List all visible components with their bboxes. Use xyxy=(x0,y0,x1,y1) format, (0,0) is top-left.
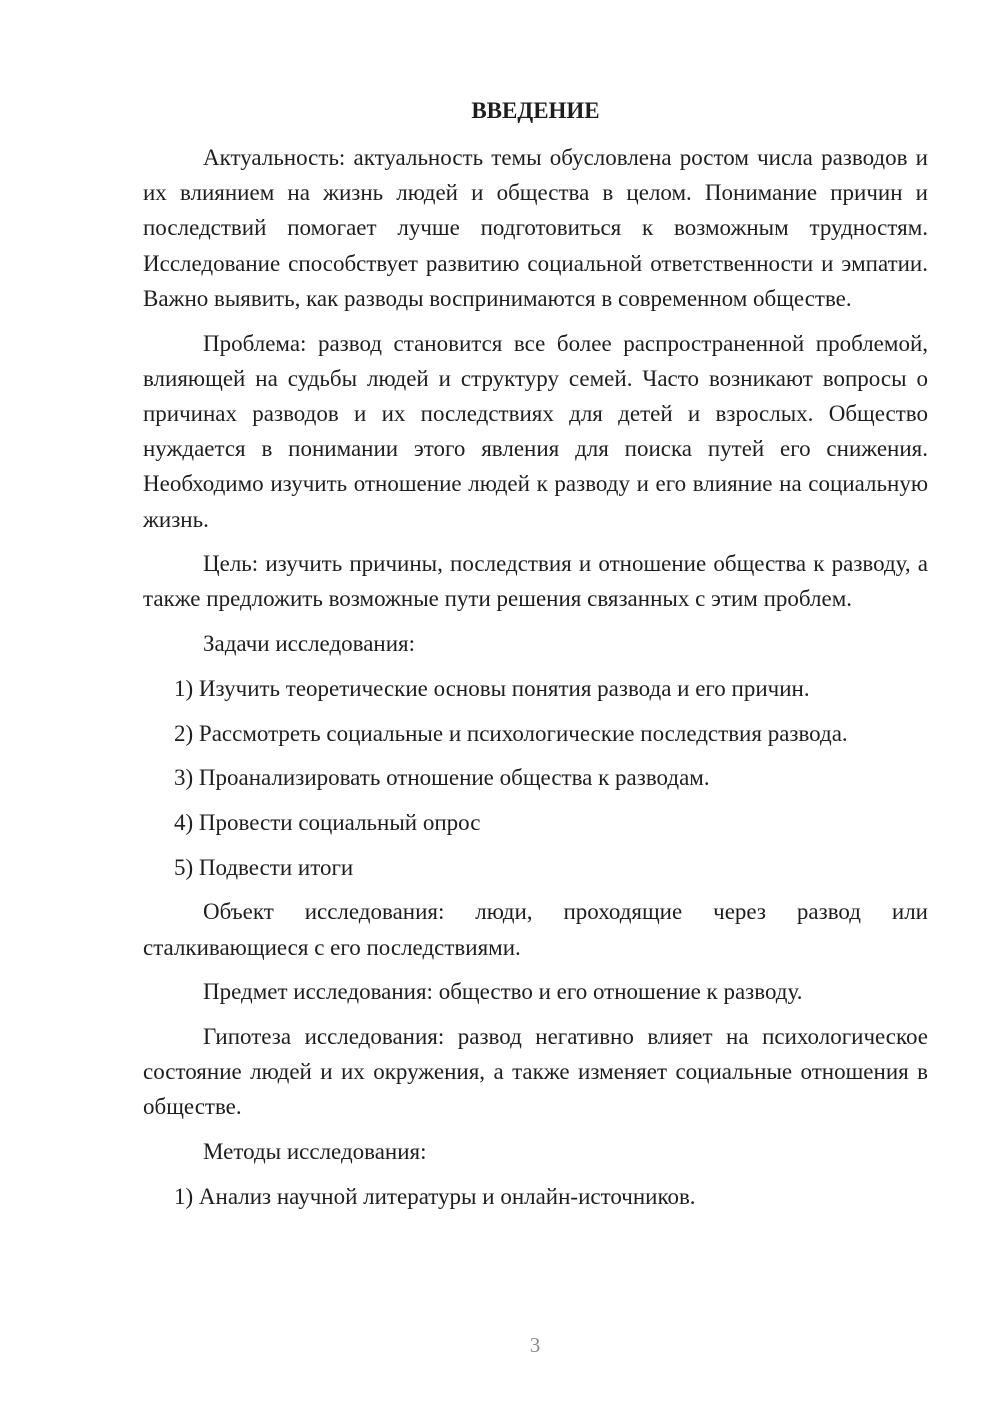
task-item: 1) Изучить теоретические основы понятия развода и его причин. xyxy=(174,675,810,701)
object-paragraph: Объект исследования: люди, проходящие через развод или сталкивающиеся с его последствиями. xyxy=(143,899,928,960)
tasks-heading: Задачи исследования: xyxy=(203,631,416,657)
subject-paragraph: Предмет исследования: общество и его отношение к разводу. xyxy=(203,979,803,1005)
page-content xyxy=(143,95,928,1223)
hypothesis-paragraph: Гипотеза исследования: развод негативно влияет на психологическое состояние людей и их окружения, а также изменяет социальные отношения в обществе. xyxy=(143,1023,928,1120)
problem-paragraph: Проблема: развод становится все более распространенной проблемой, влияющей на судьбы людей и структуру семей. Часто возникают вопросы о причинах разводов и их последствиях для детей и взрослых. Общество нуждается в понимании этого явления для поиска путей его снижения. Необходимо изучить отношение людей к разводу и его влияние на социальную жизнь. xyxy=(143,330,928,532)
task-item: 3) Проанализировать отношение общества к разводам. xyxy=(174,765,710,791)
relevance-paragraph: Актуальность: актуальность темы обусловлена ростом числа разводов и их влиянием на жизнь людей и общества в целом. Понимание причин и последствий помогает лучше подготовиться к возможным трудностям. Исследование способствует развитию социальной ответственности и эмпатии. Важно выявить, как разводы воспринимаются в современном обществе. xyxy=(143,145,928,311)
goal-paragraph: Цель: изучить причины, последствия и отношение общества к разводу, а также предложить возможные пути решения связанных с этим проблем. xyxy=(143,551,928,612)
method-item: 1) Анализ научной литературы и онлайн-источников. xyxy=(174,1183,696,1209)
task-item: 2) Рассмотреть социальные и психологические последствия развода. xyxy=(174,720,848,746)
section-title: ВВЕДЕНИЕ xyxy=(471,98,600,123)
task-item: 4) Провести социальный опрос xyxy=(174,809,481,835)
methods-heading: Методы исследования: xyxy=(203,1139,427,1165)
task-item: 5) Подвести итоги xyxy=(174,854,354,880)
page-number: 3 xyxy=(529,1333,541,1357)
